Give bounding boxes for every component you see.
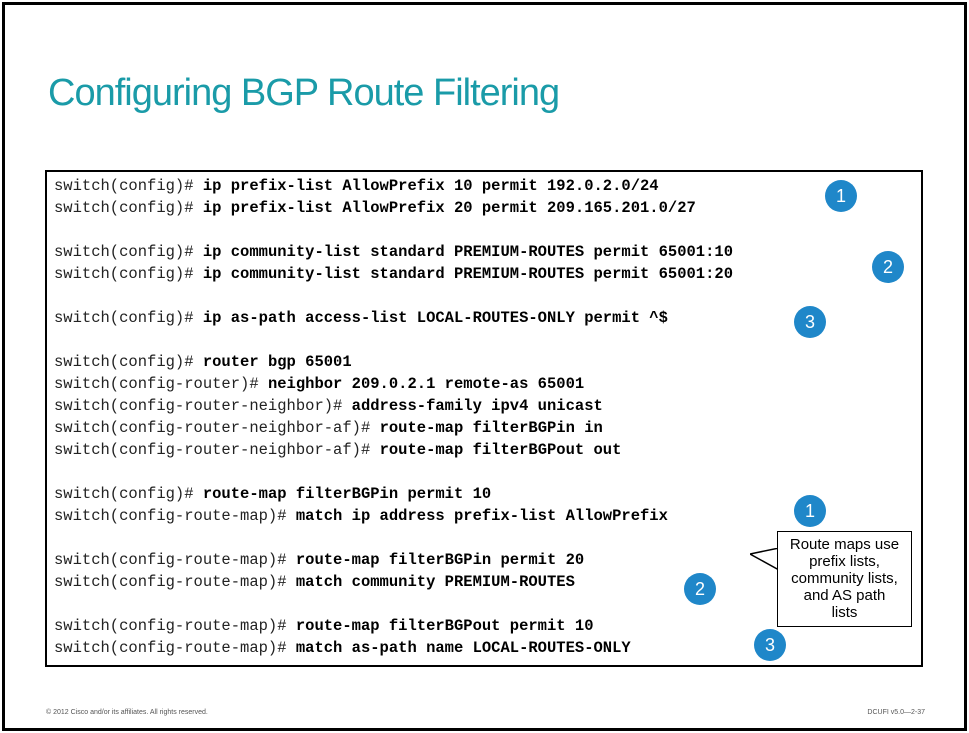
- code-prompt: switch(config-route-map)#: [54, 617, 296, 635]
- code-command: ip prefix-list AllowPrefix 20 permit 209.165.201.0/27: [202, 199, 696, 217]
- code-line: [54, 549, 584, 571]
- code-command: ip prefix-list AllowPrefix 10 permit 192.0.2.0/24: [202, 177, 659, 195]
- code-prompt: switch(config)#: [54, 265, 203, 283]
- code-prompt: switch(config-router-neighbor)#: [54, 397, 352, 415]
- code-line: [54, 615, 594, 637]
- copyright-notice: © 2012 Cisco and/or its affiliates. All rights reserved.: [46, 709, 208, 716]
- route-maps-callout: [777, 531, 912, 627]
- code-prompt: switch(config-route-map)#: [54, 573, 296, 591]
- course-slide-number: DCUFI v5.0—2-37: [867, 709, 925, 716]
- code-line: [54, 637, 631, 659]
- code-line: [54, 307, 668, 329]
- slide-title: Configuring BGP Route Filtering: [48, 72, 560, 114]
- code-command: route-map filterBGPin permit 10: [202, 485, 492, 503]
- callout-line: Route maps use: [789, 536, 900, 553]
- code-prompt: switch(config-router)#: [54, 375, 268, 393]
- code-prompt: switch(config)#: [54, 353, 203, 371]
- step-badge-2: 2: [684, 573, 716, 605]
- callout-line: and AS path: [803, 587, 886, 604]
- code-command: ip as-path access-list LOCAL-ROUTES-ONLY permit ^$: [202, 309, 668, 327]
- code-line: [54, 417, 603, 439]
- step-badge-3: 3: [754, 629, 786, 661]
- code-prompt: switch(config-router-neighbor-af)#: [54, 419, 380, 437]
- code-prompt: switch(config-route-map)#: [54, 639, 296, 657]
- step-badge-2: 2: [872, 251, 904, 283]
- code-command: route-map filterBGPin permit 20: [295, 551, 585, 569]
- code-line: [54, 241, 733, 263]
- code-command: ip community-list standard PREMIUM-ROUTES permit 65001:10: [202, 243, 734, 261]
- code-line: [54, 351, 352, 373]
- code-prompt: switch(config)#: [54, 199, 203, 217]
- code-command: route-map filterBGPout permit 10: [295, 617, 594, 635]
- code-line: [54, 505, 668, 527]
- code-line: [54, 571, 575, 593]
- code-line: [54, 483, 491, 505]
- step-badge-3: 3: [794, 306, 826, 338]
- code-prompt: switch(config)#: [54, 309, 203, 327]
- code-line: [54, 395, 603, 417]
- code-line: [54, 263, 733, 285]
- code-line: [54, 175, 659, 197]
- code-prompt: switch(config-route-map)#: [54, 507, 296, 525]
- code-command: route-map filterBGPin in: [379, 419, 603, 437]
- code-command: neighbor 209.0.2.1 remote-as 65001: [267, 375, 585, 393]
- step-badge-1: 1: [794, 495, 826, 527]
- callout-line: prefix lists,: [809, 553, 880, 570]
- code-command: ip community-list standard PREMIUM-ROUTES permit 65001:20: [202, 265, 734, 283]
- code-prompt: switch(config-route-map)#: [54, 551, 296, 569]
- code-line: [54, 373, 584, 395]
- code-command: address-family ipv4 unicast: [351, 397, 603, 415]
- code-prompt: switch(config)#: [54, 177, 203, 195]
- code-prompt: switch(config)#: [54, 485, 203, 503]
- code-line: [54, 439, 621, 461]
- code-command: match community PREMIUM-ROUTES: [295, 573, 575, 591]
- step-badge-1: 1: [825, 180, 857, 212]
- code-command: router bgp 65001: [202, 353, 352, 371]
- callout-pointer: [750, 548, 780, 578]
- code-line: [54, 197, 696, 219]
- code-prompt: switch(config)#: [54, 243, 203, 261]
- callout-line: lists: [831, 604, 858, 621]
- code-command: route-map filterBGPout out: [379, 441, 622, 459]
- code-command: match as-path name LOCAL-ROUTES-ONLY: [295, 639, 631, 657]
- code-prompt: switch(config-router-neighbor-af)#: [54, 441, 380, 459]
- code-command: match ip address prefix-list AllowPrefix: [295, 507, 668, 525]
- callout-line: community lists,: [791, 570, 898, 587]
